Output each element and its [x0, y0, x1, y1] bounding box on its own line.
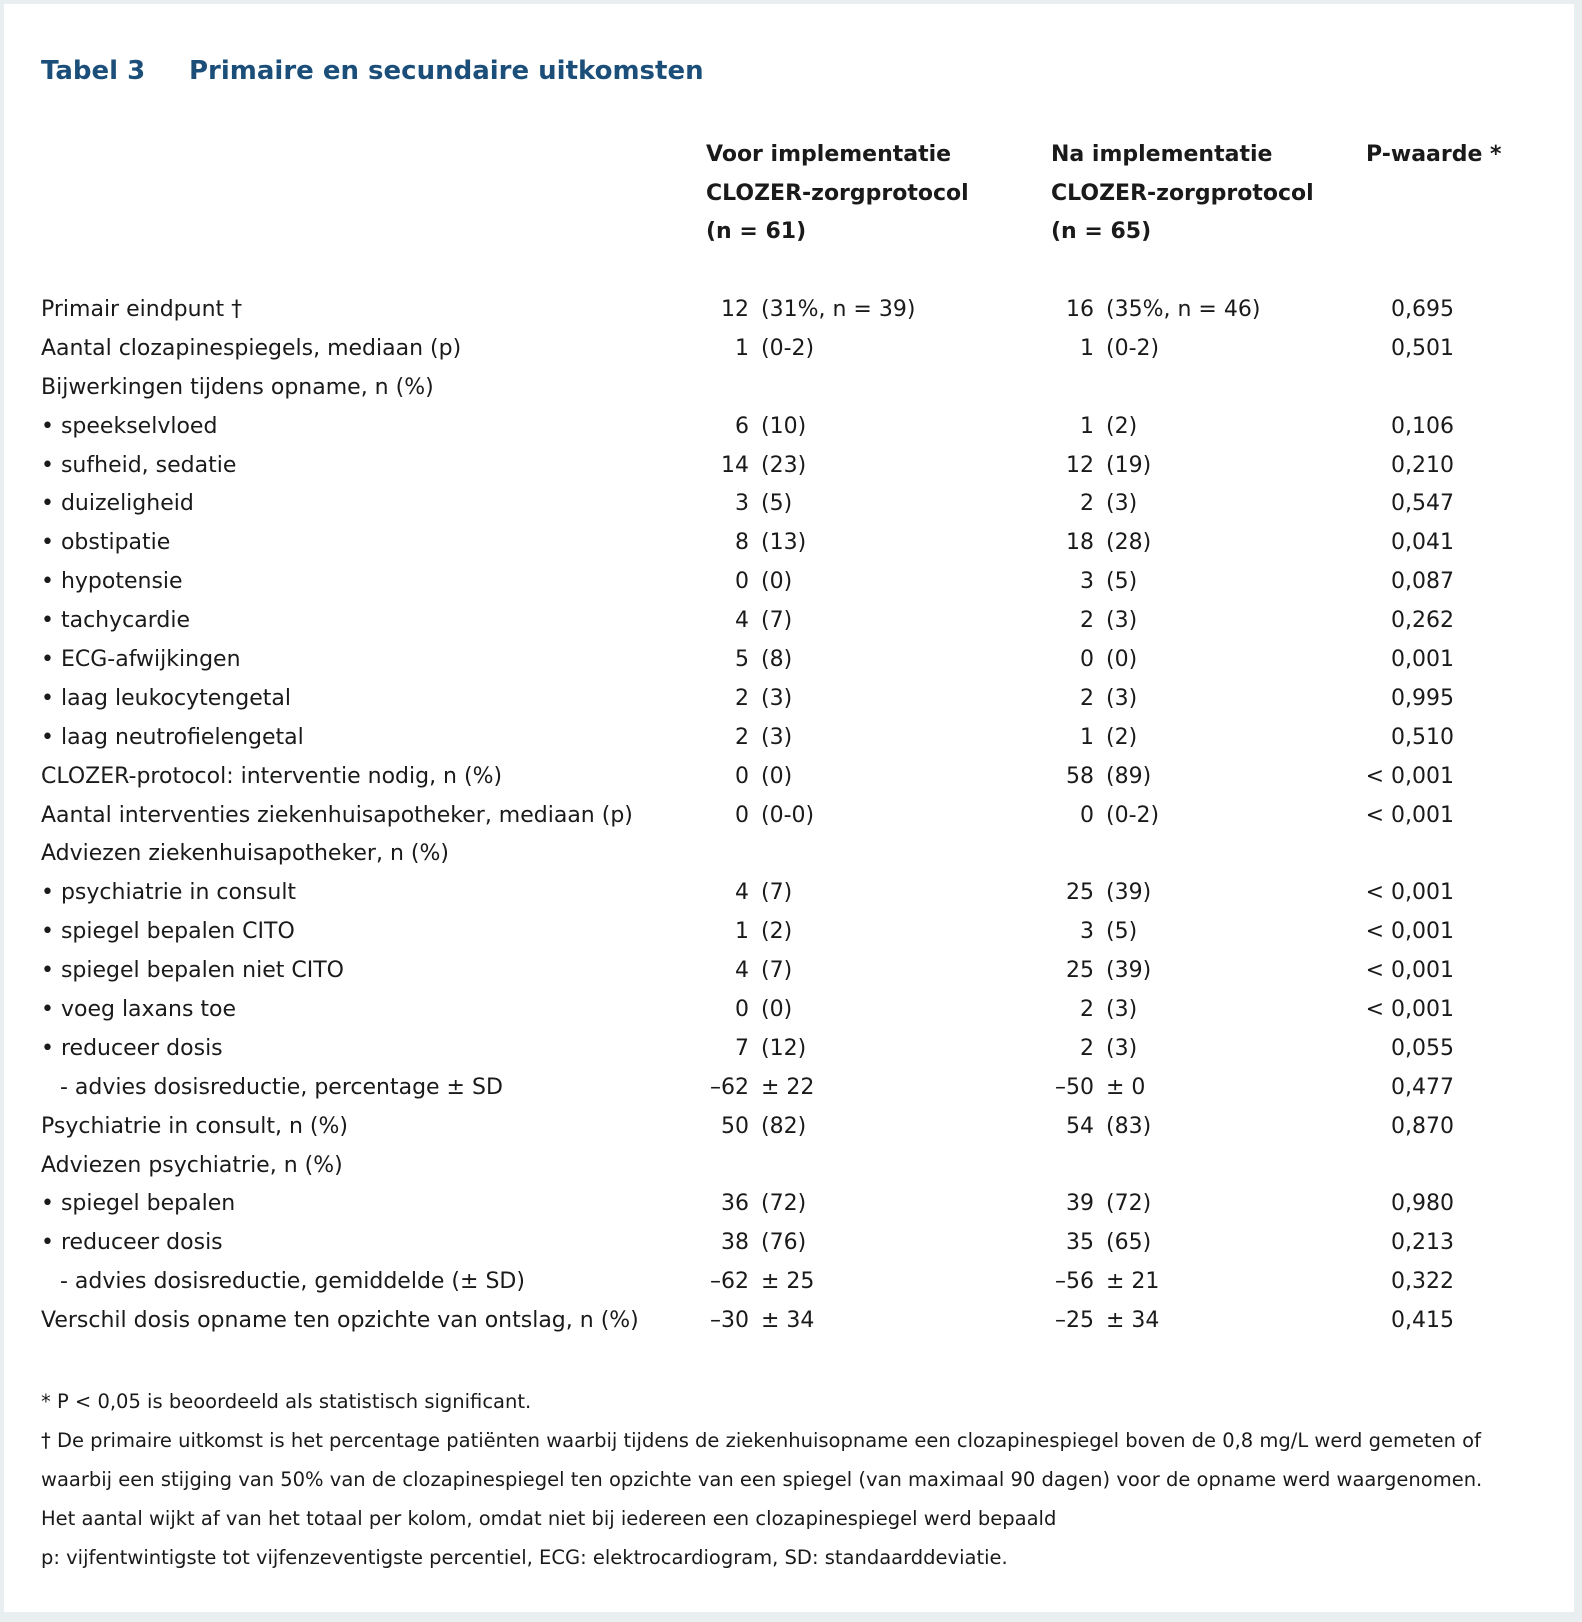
column-header-after [1051, 136, 1314, 252]
before-value: 1 [735, 919, 749, 945]
after-detail: (3) [1106, 685, 1138, 711]
after-detail: ± 21 [1106, 1269, 1160, 1295]
row-label: • ECG-afwijkingen [41, 647, 241, 673]
before-value: 4 [735, 880, 749, 906]
before-detail: (0) [761, 997, 793, 1023]
before-value: –62 [710, 1269, 749, 1295]
p-value: < 0,001 [1365, 763, 1454, 789]
p-value: 0,415 [1391, 1308, 1454, 1334]
after-value: –50 [1055, 1074, 1094, 1100]
table-row [4, 1263, 1574, 1302]
before-value: 0 [735, 569, 749, 595]
row-label: • laag leukocytengetal [41, 685, 291, 711]
table-row [4, 447, 1574, 486]
table-footnotes [41, 1382, 1561, 1577]
after-value: 39 [1066, 1191, 1094, 1217]
before-value: 6 [735, 413, 749, 439]
column-header-before [706, 136, 969, 252]
column-header-line: CLOZER-zorgprotocol [706, 180, 969, 206]
after-detail: (3) [1106, 491, 1138, 517]
table-row [4, 485, 1574, 524]
table-row [4, 602, 1574, 641]
column-header-line: Voor implementatie [706, 142, 952, 167]
row-label: Adviezen ziekenhuisapotheker, n (%) [41, 841, 449, 867]
table-row [4, 369, 1574, 408]
p-value: 0,995 [1391, 685, 1454, 711]
after-value: 1 [1080, 724, 1094, 750]
after-value: 18 [1066, 530, 1094, 556]
after-detail: (2) [1106, 724, 1138, 750]
table-row [4, 291, 1574, 330]
after-value: 54 [1066, 1113, 1094, 1139]
after-value: 25 [1066, 958, 1094, 984]
before-value: 50 [721, 1113, 749, 1139]
table-title: Primaire en secundaire uitkomsten [189, 56, 704, 86]
after-detail: (72) [1106, 1191, 1152, 1217]
row-label: • tachycardie [41, 608, 190, 634]
footnote-primary-outcome-cont: waarbij een stijging van 50% van de clozapinespiegel ten opzichte van een spiegel (van maximaal 90 dagen) voor de opname werd waargenomen. [41, 1468, 1483, 1491]
after-value: 2 [1080, 491, 1094, 517]
after-detail: ± 34 [1106, 1308, 1160, 1334]
after-value: –25 [1055, 1308, 1094, 1334]
after-detail: (65) [1106, 1230, 1152, 1256]
table-row [4, 991, 1574, 1030]
after-value: 2 [1080, 608, 1094, 634]
before-value: 0 [735, 997, 749, 1023]
row-label: • obstipatie [41, 530, 171, 556]
table-row [4, 680, 1574, 719]
after-detail: (0-2) [1106, 335, 1160, 361]
after-detail: (0) [1106, 647, 1138, 673]
before-value: 7 [735, 1035, 749, 1061]
before-detail: (82) [761, 1113, 807, 1139]
after-value: 16 [1066, 297, 1094, 322]
table-row [4, 835, 1574, 874]
after-value: 0 [1080, 802, 1094, 828]
before-detail: ± 34 [761, 1308, 815, 1334]
after-value: 3 [1080, 569, 1094, 595]
before-value: 3 [735, 491, 749, 517]
before-detail: (7) [761, 958, 793, 984]
p-value: < 0,001 [1365, 802, 1454, 828]
row-label: • reduceer dosis [41, 1230, 223, 1256]
before-value: 5 [735, 647, 749, 673]
before-detail: (72) [761, 1191, 807, 1217]
p-value: < 0,001 [1365, 919, 1454, 945]
before-detail: (23) [761, 452, 807, 478]
before-value: 1 [735, 335, 749, 361]
p-value: 0,510 [1391, 724, 1454, 750]
after-detail: (89) [1106, 763, 1152, 789]
table-row [4, 719, 1574, 758]
row-label: • speekselvloed [41, 413, 218, 439]
before-detail: (31%, n = 39) [761, 297, 916, 322]
after-value: 58 [1066, 763, 1094, 789]
p-value: 0,262 [1391, 608, 1454, 634]
after-detail: (3) [1106, 997, 1138, 1023]
column-header-line: P-waarde * [1366, 142, 1502, 167]
before-value: –30 [710, 1308, 749, 1334]
p-value: 0,477 [1391, 1074, 1454, 1100]
after-value: 2 [1080, 685, 1094, 711]
p-value: 0,210 [1391, 452, 1454, 478]
footnote-primary-outcome: † De primaire uitkomst is het percentage patiënten waarbij tijdens de ziekenhuisopname een clozapinespiegel boven de 0,8 mg/L werd gemeten of [41, 1429, 1481, 1452]
before-value: 0 [735, 802, 749, 828]
p-value: 0,695 [1391, 297, 1454, 322]
before-detail: (7) [761, 608, 793, 634]
column-header-line: (n = 65) [1051, 219, 1152, 244]
after-value: 0 [1080, 647, 1094, 673]
row-label: Aantal interventies ziekenhuisapotheker, mediaan (p) [41, 802, 633, 828]
row-label: - advies dosisreductie, percentage ± SD [60, 1074, 503, 1100]
table-row [4, 1147, 1574, 1186]
after-detail: (39) [1106, 958, 1152, 984]
after-detail: (3) [1106, 608, 1138, 634]
row-label: • voeg laxans toe [41, 997, 237, 1023]
before-detail: ± 22 [761, 1074, 815, 1100]
p-value: 0,322 [1391, 1269, 1454, 1295]
table-caption [41, 56, 704, 86]
before-detail: (0-2) [761, 335, 815, 361]
table-number: Tabel 3 [41, 56, 146, 86]
before-detail: (12) [761, 1035, 807, 1061]
row-label: • hypotensie [41, 569, 183, 595]
column-header-line: Na implementatie [1051, 142, 1273, 167]
p-value: < 0,001 [1365, 997, 1454, 1023]
before-detail: (3) [761, 724, 793, 750]
row-label: Adviezen psychiatrie, n (%) [41, 1152, 343, 1178]
before-detail: (5) [761, 491, 793, 517]
table-row [4, 1069, 1574, 1108]
row-label: - advies dosisreductie, gemiddelde (± SD) [60, 1269, 525, 1295]
before-detail: (8) [761, 647, 793, 673]
before-value: 2 [735, 685, 749, 711]
after-detail: ± 0 [1106, 1074, 1146, 1100]
table-row [4, 758, 1574, 797]
row-label: Primair eindpunt † [41, 297, 243, 322]
before-value: 8 [735, 530, 749, 556]
after-value: –56 [1055, 1269, 1094, 1295]
before-value: 4 [735, 958, 749, 984]
before-detail: ± 25 [761, 1269, 815, 1295]
table-row [4, 1185, 1574, 1224]
after-value: 2 [1080, 1035, 1094, 1061]
column-header-p-value [1366, 136, 1502, 175]
p-value: < 0,001 [1365, 958, 1454, 984]
table-row [4, 1030, 1574, 1069]
before-value: 4 [735, 608, 749, 634]
after-detail: (3) [1106, 1035, 1138, 1061]
before-value: 0 [735, 763, 749, 789]
before-value: 12 [721, 297, 749, 322]
row-label: • sufheid, sedatie [41, 452, 237, 478]
before-detail: (0-0) [761, 802, 815, 828]
after-value: 2 [1080, 997, 1094, 1023]
before-value: 2 [735, 724, 749, 750]
after-value: 1 [1080, 335, 1094, 361]
row-label: Bijwerkingen tijdens opname, n (%) [41, 374, 434, 400]
before-detail: (7) [761, 880, 793, 906]
p-value: 0,501 [1391, 335, 1454, 361]
table-row [4, 874, 1574, 913]
table-row [4, 330, 1574, 369]
row-label: Psychiatrie in consult, n (%) [41, 1113, 348, 1139]
table-row [4, 408, 1574, 447]
before-detail: (76) [761, 1230, 807, 1256]
row-label: Verschil dosis opname ten opzichte van ontslag, n (%) [41, 1308, 639, 1334]
before-detail: (0) [761, 569, 793, 595]
before-value: 36 [721, 1191, 749, 1217]
after-detail: (2) [1106, 413, 1138, 439]
after-value: 35 [1066, 1230, 1094, 1256]
row-label: • spiegel bepalen [41, 1191, 236, 1217]
p-value: 0,001 [1391, 647, 1454, 673]
before-value: 14 [721, 452, 749, 478]
table-row [4, 952, 1574, 991]
footnote-count-note: Het aantal wijkt af van het totaal per kolom, omdat niet bij iedereen een clozapinespiegel werd bepaald [41, 1507, 1057, 1530]
row-label: • duizeligheid [41, 491, 194, 517]
p-value: 0,547 [1391, 491, 1454, 517]
p-value: < 0,001 [1365, 880, 1454, 906]
after-detail: (83) [1106, 1113, 1152, 1139]
p-value: 0,870 [1391, 1113, 1454, 1139]
before-detail: (3) [761, 685, 793, 711]
table-row [4, 524, 1574, 563]
p-value: 0,041 [1391, 530, 1454, 556]
before-detail: (10) [761, 413, 807, 439]
table-row [4, 1224, 1574, 1263]
after-detail: (19) [1106, 452, 1152, 478]
table-row [4, 563, 1574, 602]
footnote-abbreviations: p: vijfentwintigste tot vijfenzeventigste percentiel, ECG: elektrocardiogram, SD: standaarddeviatie. [41, 1546, 1008, 1569]
column-header-line: (n = 61) [706, 219, 807, 244]
table-row [4, 797, 1574, 836]
row-label: • reduceer dosis [41, 1035, 223, 1061]
before-detail: (0) [761, 763, 793, 789]
table-row [4, 1108, 1574, 1147]
after-value: 3 [1080, 919, 1094, 945]
after-detail: (28) [1106, 530, 1152, 556]
after-value: 1 [1080, 413, 1094, 439]
row-label: CLOZER-protocol: interventie nodig, n (%) [41, 763, 503, 789]
row-label: • psychiatrie in consult [41, 880, 297, 906]
table-body [4, 291, 1574, 1341]
after-detail: (5) [1106, 919, 1138, 945]
before-value: 38 [721, 1230, 749, 1256]
after-detail: (39) [1106, 880, 1152, 906]
table-row [4, 913, 1574, 952]
column-header-line: CLOZER-zorgprotocol [1051, 180, 1314, 206]
table-row [4, 1302, 1574, 1341]
table-panel [4, 4, 1574, 1612]
after-detail: (0-2) [1106, 802, 1160, 828]
before-detail: (13) [761, 530, 807, 556]
after-detail: (5) [1106, 569, 1138, 595]
footnote-significance: * P < 0,05 is beoordeeld als statistisch significant. [41, 1390, 532, 1413]
p-value: 0,087 [1391, 569, 1454, 595]
table-row [4, 641, 1574, 680]
before-value: –62 [710, 1074, 749, 1100]
row-label: • laag neutrofielengetal [41, 724, 304, 750]
after-detail: (35%, n = 46) [1106, 297, 1261, 322]
after-value: 12 [1066, 452, 1094, 478]
p-value: 0,055 [1391, 1035, 1454, 1061]
row-label: • spiegel bepalen niet CITO [41, 958, 344, 984]
row-label: Aantal clozapinespiegels, mediaan (p) [41, 335, 462, 361]
p-value: 0,213 [1391, 1230, 1454, 1256]
p-value: 0,980 [1391, 1191, 1454, 1217]
row-label: • spiegel bepalen CITO [41, 919, 295, 945]
p-value: 0,106 [1391, 413, 1454, 439]
before-detail: (2) [761, 919, 793, 945]
after-value: 25 [1066, 880, 1094, 906]
